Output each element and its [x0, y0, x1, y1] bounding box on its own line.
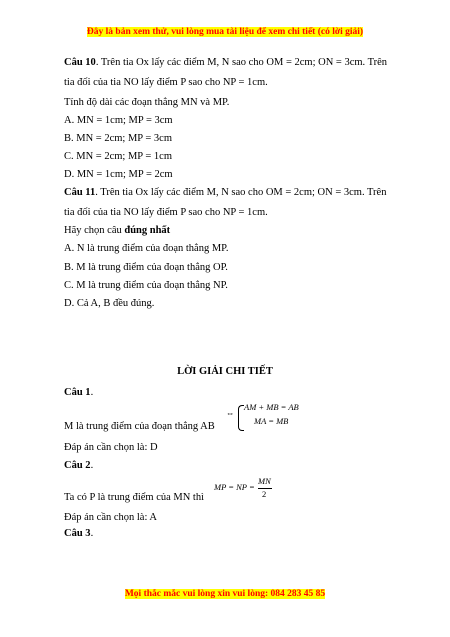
c1-equation-1: AM + MB = AB — [244, 402, 299, 412]
c1-equation-2: MA = MB — [254, 416, 289, 426]
c2-heading — [64, 459, 394, 473]
q11-instruction: Hãy chọn câu — [64, 225, 125, 236]
q11-option-b: B. M là trung điểm của đoạn thẳng OP. — [64, 262, 228, 273]
q10-line-2: tia đối của tia NO lấy điểm P sao cho NP = 1cm. — [64, 77, 268, 88]
c2-equation-left: MP = NP = — [214, 482, 255, 492]
q10-line-1 — [64, 56, 394, 70]
c2-text: Ta có P là trung điểm của MN thì — [64, 492, 205, 503]
c1-iff-symbol: ⇔ — [226, 408, 235, 418]
c1-heading — [64, 386, 394, 400]
c2-fraction-numerator: MN — [258, 476, 271, 486]
q10-line-3: Tính độ dài các đoạn thẳng MN và MP. — [64, 97, 230, 108]
c1-dot: . — [90, 387, 94, 398]
q11-line-3 — [64, 224, 394, 238]
c1-text: M là trung điểm của đoạn thẳng AB — [64, 421, 215, 432]
q10-option-b: B. MN = 2cm; MP = 3cm — [64, 133, 172, 144]
preview-banner — [0, 27, 450, 37]
q11-line-2: tia đối của tia NO lấy điểm P sao cho NP = 1cm. — [64, 207, 268, 218]
q11-line-1 — [64, 186, 394, 200]
q11-text-1: . Trên tia Ox lấy các điểm M, N sao cho OM = 2cm; ON = 3cm. Trên — [95, 187, 387, 198]
contact-footer — [0, 589, 450, 599]
q10-option-d: D. MN = 1cm; MP = 2cm — [64, 169, 173, 180]
q11-label: Câu 11 — [64, 187, 96, 198]
q11-option-d: D. Cả A, B đều đúng. — [64, 298, 155, 309]
c1-answer: Đáp án cần chọn là: D — [64, 442, 158, 453]
c3-heading — [64, 527, 394, 541]
c2-fraction-denominator: 2 — [262, 489, 267, 499]
c2-answer: Đáp án cần chọn là: A — [64, 512, 158, 523]
c1-label: Câu 1 — [64, 387, 91, 398]
preview-banner-text: Đây là bản xem thử, vui lòng mua tài liệu để xem chi tiết (có lời giải) — [86, 27, 364, 37]
c2-label: Câu 2 — [64, 460, 91, 471]
c2-dot: . — [90, 460, 94, 471]
c3-label: Câu 3 — [64, 528, 91, 539]
q11-option-c: C. M là trung điểm của đoạn thẳng NP. — [64, 280, 228, 291]
q10-option-c: C. MN = 2cm; MP = 1cm — [64, 151, 172, 162]
q10-label: Câu 10 — [64, 57, 96, 68]
solutions-title: LỜI GIẢI CHI TIẾT — [177, 366, 273, 377]
contact-footer-text: Mọi thắc mắc vui lòng xin vui lòng: 084 283 45 85 — [124, 589, 326, 599]
q10-option-a: A. MN = 1cm; MP = 3cm — [64, 115, 173, 126]
q11-emphasis: đúng nhất — [124, 225, 171, 236]
q11-option-a: A. N là trung điểm của đoạn thẳng MP. — [64, 243, 229, 254]
c3-dot: . — [90, 528, 94, 539]
q10-text-1: . Trên tia Ox lấy các điểm M, N sao cho OM = 2cm; ON = 3cm. Trên — [95, 57, 388, 68]
